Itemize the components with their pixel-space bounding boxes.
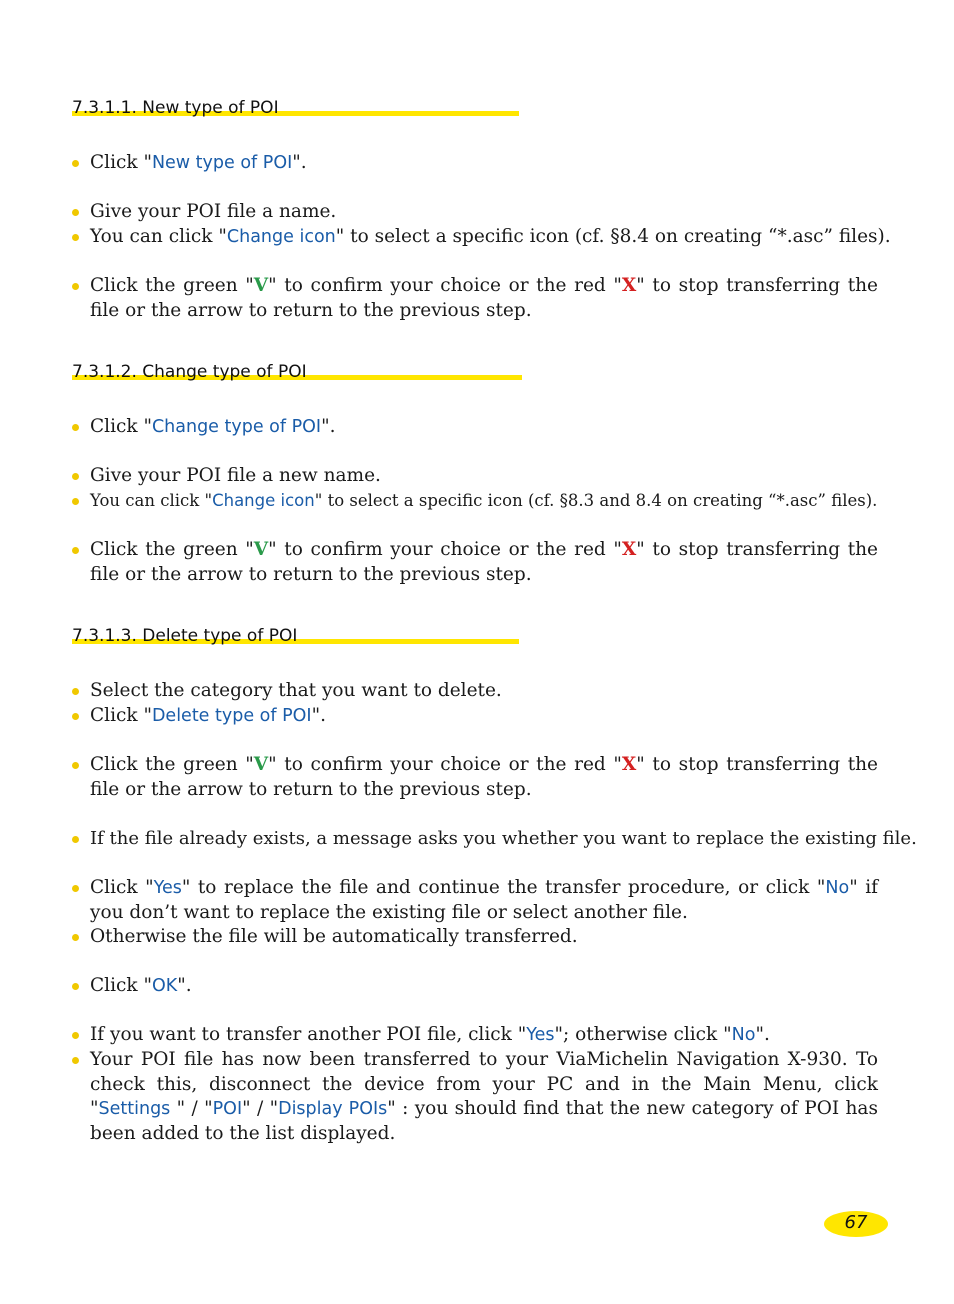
ui-label-yes: Yes xyxy=(153,878,182,898)
ui-label-yes: Yes xyxy=(526,1025,555,1045)
green-v-label: V xyxy=(253,754,269,775)
list-item: If the file already exists, a message asks you whether you want to replace the existing file. xyxy=(72,827,878,852)
bullet-icon xyxy=(72,160,79,167)
bullet-icon xyxy=(72,547,79,554)
ui-label-poi: POI xyxy=(212,1099,243,1119)
list-item: You can click "Change icon" to select a specific icon (cf. §8.4 on creating “*.asc” files). xyxy=(72,225,878,250)
bullet-icon xyxy=(72,1057,79,1064)
bullet-icon xyxy=(72,234,79,241)
page-number: 67 xyxy=(824,1211,888,1237)
ui-label-change-icon: Change icon xyxy=(212,491,315,510)
bullet-icon xyxy=(72,762,79,769)
ui-label-delete-type-of-poi: Delete type of POI xyxy=(151,706,312,726)
list-item: Otherwise the file will be automatically transferred. xyxy=(72,925,878,950)
bullet-icon xyxy=(72,934,79,941)
list-item: Your POI file has now been transferred to your ViaMichelin Navigation X-930. To check this, disconnect the device from your PC and in the Main Menu, click "Settings " / "POI" / "Display POIs" : you should find that the new category of POI has been added to the list displayed. xyxy=(72,1048,878,1146)
bullet-icon xyxy=(72,713,79,720)
list-item: Click the green "V" to confirm your choice or the red "X" to stop transferring the file or the arrow to return to the previous step. xyxy=(72,753,878,802)
red-x-label: X xyxy=(621,754,637,775)
ui-label-no: No xyxy=(731,1025,756,1045)
bullet-icon xyxy=(72,283,79,290)
red-x-label: X xyxy=(621,275,637,296)
list-item: Click "Change type of POI". xyxy=(72,415,878,440)
ui-label-no: No xyxy=(825,878,850,898)
list-item: Click "New type of POI". xyxy=(72,151,878,176)
bullet-icon xyxy=(72,983,79,990)
list-item: Give your POI file a name. xyxy=(72,200,878,225)
list-item: Click the green "V" to confirm your choice or the red "X" to stop transferring the file or the arrow to return to the previous step. xyxy=(72,274,878,323)
list-item: Give your POI file a new name. xyxy=(72,464,878,489)
green-v-label: V xyxy=(253,539,269,560)
section-heading-delete-type xyxy=(72,626,297,650)
ui-label-change-type-of-poi: Change type of POI xyxy=(151,417,322,437)
ui-label-ok: OK xyxy=(151,976,178,996)
heading-text: 7.3.1.3. Delete type of POI xyxy=(72,626,298,646)
bullet-icon xyxy=(72,498,79,505)
list-item: Click "OK". xyxy=(72,974,878,999)
bullet-icon xyxy=(72,1032,79,1039)
ui-label-new-type-of-poi: New type of POI xyxy=(151,153,293,173)
list-item: You can click "Change icon" to select a specific icon (cf. §8.3 and 8.4 on creating “*.asc” files). xyxy=(72,489,878,514)
list-item: Click "Yes" to replace the file and continue the transfer procedure, or click "No" if you don’t want to replace the existing file or select another file. xyxy=(72,876,878,925)
list-item: Click the green "V" to confirm your choice or the red "X" to stop transferring the file or the arrow to return to the previous step. xyxy=(72,538,878,587)
bullet-icon xyxy=(72,688,79,695)
green-v-label: V xyxy=(253,275,269,296)
ui-label-change-icon: Change icon xyxy=(226,227,336,247)
list-item: Click "Delete type of POI". xyxy=(72,704,878,729)
section-heading-new-type xyxy=(72,98,279,122)
ui-label-settings: Settings xyxy=(98,1099,171,1119)
bullet-icon xyxy=(72,209,79,216)
section-heading-change-type xyxy=(72,362,307,386)
list-item: If you want to transfer another POI file, click "Yes"; otherwise click "No". xyxy=(72,1023,878,1048)
bullet-icon xyxy=(72,885,79,892)
bullet-icon xyxy=(72,473,79,480)
list-item: Select the category that you want to delete. xyxy=(72,679,878,704)
ui-label-display-pois: Display POIs xyxy=(278,1099,388,1119)
heading-text: 7.3.1.1. New type of POI xyxy=(72,98,279,118)
bullet-icon xyxy=(72,836,79,843)
red-x-label: X xyxy=(621,539,637,560)
heading-text: 7.3.1.2. Change type of POI xyxy=(72,362,307,382)
bullet-icon xyxy=(72,424,79,431)
